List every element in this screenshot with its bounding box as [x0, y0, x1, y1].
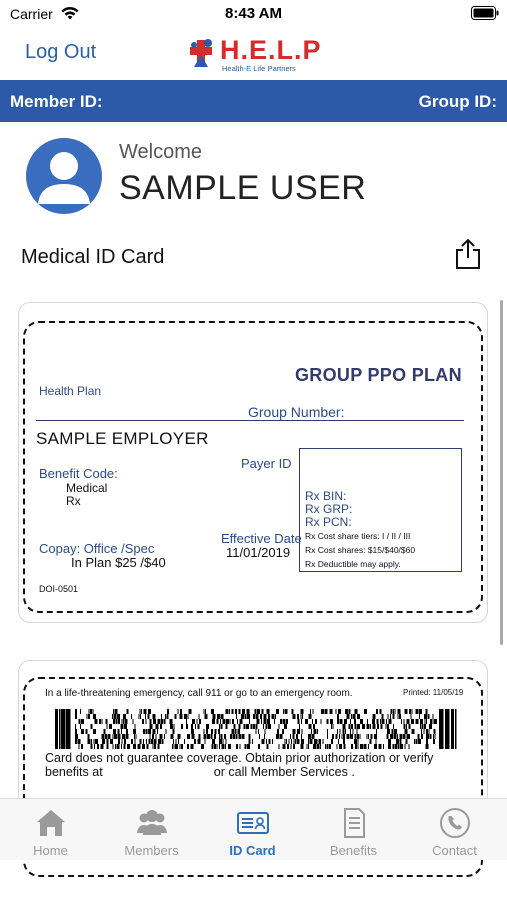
disclaimer-line: benefits at or call Member Services .: [45, 765, 355, 779]
doi-code: DOI-0501: [39, 584, 79, 594]
divider: [36, 420, 464, 421]
tab-label: Home: [33, 843, 68, 858]
id-bar: [0, 80, 507, 122]
copay-label: Copay: Office /Spec: [39, 541, 155, 556]
benefits-icon: [337, 807, 371, 839]
rx-grp-label: Rx GRP:: [305, 502, 353, 516]
id-card-front: [18, 302, 488, 623]
battery-icon: [471, 6, 499, 20]
avatar: [26, 138, 102, 214]
phone-icon: [438, 807, 472, 839]
group-id-label: Group ID:: [418, 92, 497, 111]
members-icon: [135, 807, 169, 839]
in-plan-copay: In Plan $25 /$40: [71, 555, 166, 570]
id-card-icon: [236, 807, 270, 839]
effective-date-label: Effective Date: [221, 531, 302, 546]
tab-home[interactable]: [0, 799, 101, 861]
brand-name: H.E.L.P: [220, 35, 322, 65]
tab-id-card[interactable]: [202, 799, 303, 861]
rx-cost-shares: Rx Cost shares: $15/$40/$60: [305, 545, 416, 555]
rx-pcn-label: Rx PCN:: [305, 515, 352, 529]
logout-button[interactable]: Log Out: [25, 41, 97, 63]
rx-info-box: [299, 448, 462, 572]
payer-id-label: Payer ID: [241, 456, 292, 471]
tab-benefits[interactable]: [303, 799, 404, 861]
benefit-item: Medical: [66, 481, 108, 495]
member-id-label: Member ID:: [10, 92, 103, 111]
tab-label: Members: [124, 843, 179, 858]
help-logo-icon: [188, 37, 218, 69]
group-number-label: Group Number:: [248, 404, 345, 420]
tab-label: Benefits: [330, 843, 377, 858]
home-icon: [34, 807, 68, 839]
brand-tagline: Health-E Life Partners: [222, 64, 296, 73]
rx-bin-label: Rx BIN:: [305, 489, 347, 503]
health-plan-label: Health Plan: [39, 384, 102, 398]
coverage-disclaimer: [45, 751, 465, 779]
pdf417-barcode: [55, 709, 459, 749]
share-icon[interactable]: [454, 238, 482, 270]
benefit-item: Rx: [66, 494, 81, 508]
tab-contact[interactable]: [404, 799, 505, 861]
rx-tiers: Rx Cost share tiers: I / II / III: [305, 531, 411, 541]
user-name: SAMPLE USER: [119, 169, 367, 207]
tab-bar: [0, 798, 507, 860]
user-icon: [26, 138, 102, 214]
carrier-label: Carrier: [10, 6, 53, 22]
disclaimer-line: Card does not guarantee coverage. Obtain prior authorization or verify: [45, 751, 434, 765]
rx-deductible: Rx Deductible may apply.: [305, 559, 401, 569]
tab-members[interactable]: [101, 799, 202, 861]
printed-date: Printed: 11/05/19: [403, 688, 464, 697]
emergency-notice: In a life-threatening emergency, call 911 or go to an emergency room.: [45, 688, 353, 699]
plan-name: GROUP PPO PLAN: [295, 365, 462, 385]
brand-logo: [188, 35, 328, 75]
section-title: Medical ID Card: [21, 246, 165, 268]
benefit-code-label: Benefit Code:: [39, 466, 118, 481]
employer-name: SAMPLE EMPLOYER: [36, 429, 209, 448]
nav-header: [0, 28, 507, 80]
status-bar: [0, 0, 507, 28]
scroll-indicator[interactable]: [500, 300, 503, 645]
effective-date: 11/01/2019: [226, 545, 291, 560]
tab-label: Contact: [432, 843, 477, 858]
tab-label: ID Card: [229, 843, 276, 858]
welcome-label: Welcome: [119, 141, 202, 163]
clock: 8:43 AM: [225, 5, 282, 22]
